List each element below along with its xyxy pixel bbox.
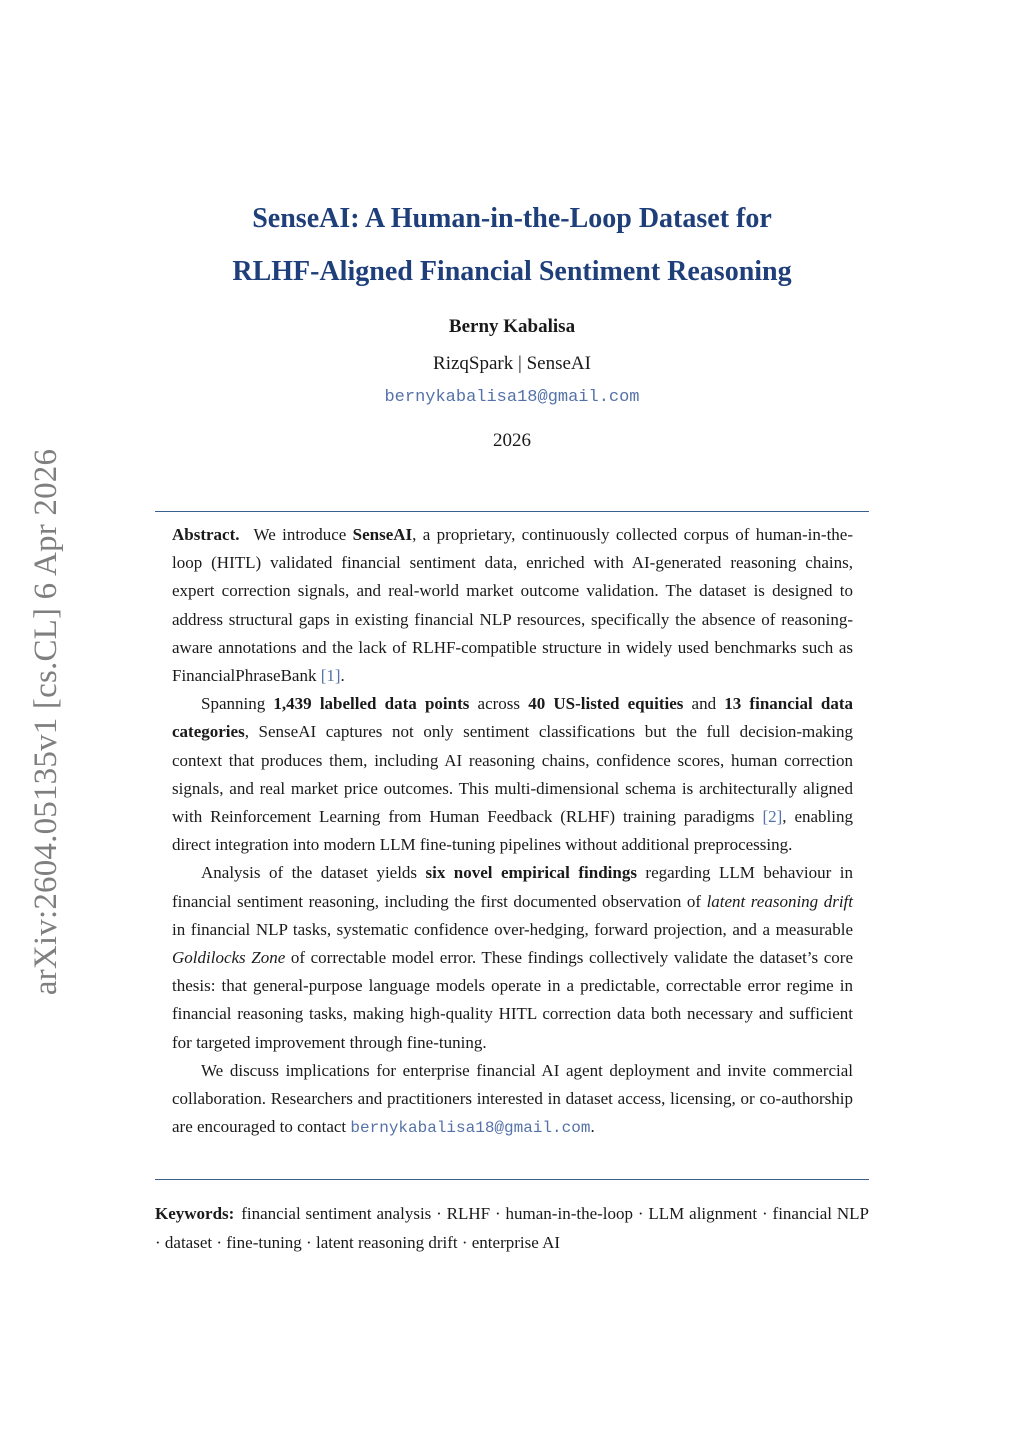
citation-link[interactable]: [2] [762,807,783,827]
author-email-link[interactable]: bernykabalisa18@gmail.com [384,388,640,407]
abstract-paragraph-1: Abstract. We introduce SenseAI, a proprietary, continuously collected corpus of human-in-the-loop (HITL) validated financial sentiment data, enriched with AI-generated reasoning chains, expert correction signals, and real-world market outcome validation. The dataset is designed to address structural gaps in existing financial NLP resources, specifically the absence of reasoning-aware annotations and the lack of RLHF-compatible structure in widely used benchmarks such as FinancialPhraseBank [1]. [172,525,853,686]
abstract-top-rule [155,511,869,512]
keywords-label: Keywords: [155,1204,235,1223]
abstract-paragraph-4: We discuss implications for enterprise financial AI agent deployment and invite commercial collaboration. Researchers and practitioners interested in dataset access, licensing, or co-authorship are encouraged to contact bernykabalisa18@gmail.com. [172,1060,853,1138]
abstract-section [172,521,853,1142]
citation-link[interactable]: [1] [320,666,341,686]
title-line-1: SenseAI: A Human-in-the-Loop Dataset for [252,203,772,234]
author-affiliation: RizqSpark | SenseAI [433,353,591,374]
abstract-label: Abstract. [172,525,240,544]
author-name: Berny Kabalisa [448,316,576,337]
abstract-paragraph-3: Analysis of the dataset yields six novel empirical findings regarding LLM behaviour in financial sentiment reasoning, including the first documented observation of latent reasoning drift in financial NLP tasks, systematic confidence over-hedging, forward projection, and a measurable Goldilocks Zone of correctable model error. These findings collectively validate the dataset’s core thesis: that general-purpose language models operate in a predictable, correctable error regime in financial reasoning tasks, making high-quality HITL correction data both necessary and sufficient for targeted improvement through fine-tuning. [172,863,853,1052]
keywords-list: financial sentiment analysis · RLHF · human-in-the-loop · LLM alignment · financial NLP · dataset · fine-tuning · latent reasoning drift · enterprise AI [155,1204,869,1252]
arxiv-sidebar-stamp: arXiv:2604.05135v1 [cs.CL] 6 Apr 2026 [28,448,64,996]
keywords-section [155,1200,869,1257]
contact-email-link[interactable]: bernykabalisa18@gmail.com [350,1119,591,1138]
publication-year: 2026 [493,430,531,451]
paper-title [150,192,874,298]
abstract-bottom-rule [155,1179,869,1180]
abstract-paragraph-2: Spanning 1,439 labelled data points across 40 US-listed equities and 13 financial data categories, SenseAI captures not only sentiment classifications but the full decision-making context that produces them, including AI reasoning chains, confidence scores, human correction signals, and real market price outcomes. This multi-dimensional schema is architecturally aligned with Reinforcement Learning from Human Feedback (RLHF) training paradigms [2], enabling direct integration into modern LLM fine-tuning pipelines without additional preprocessing. [172,694,854,855]
title-line-2: RLHF-Aligned Financial Sentiment Reasoning [232,256,792,287]
